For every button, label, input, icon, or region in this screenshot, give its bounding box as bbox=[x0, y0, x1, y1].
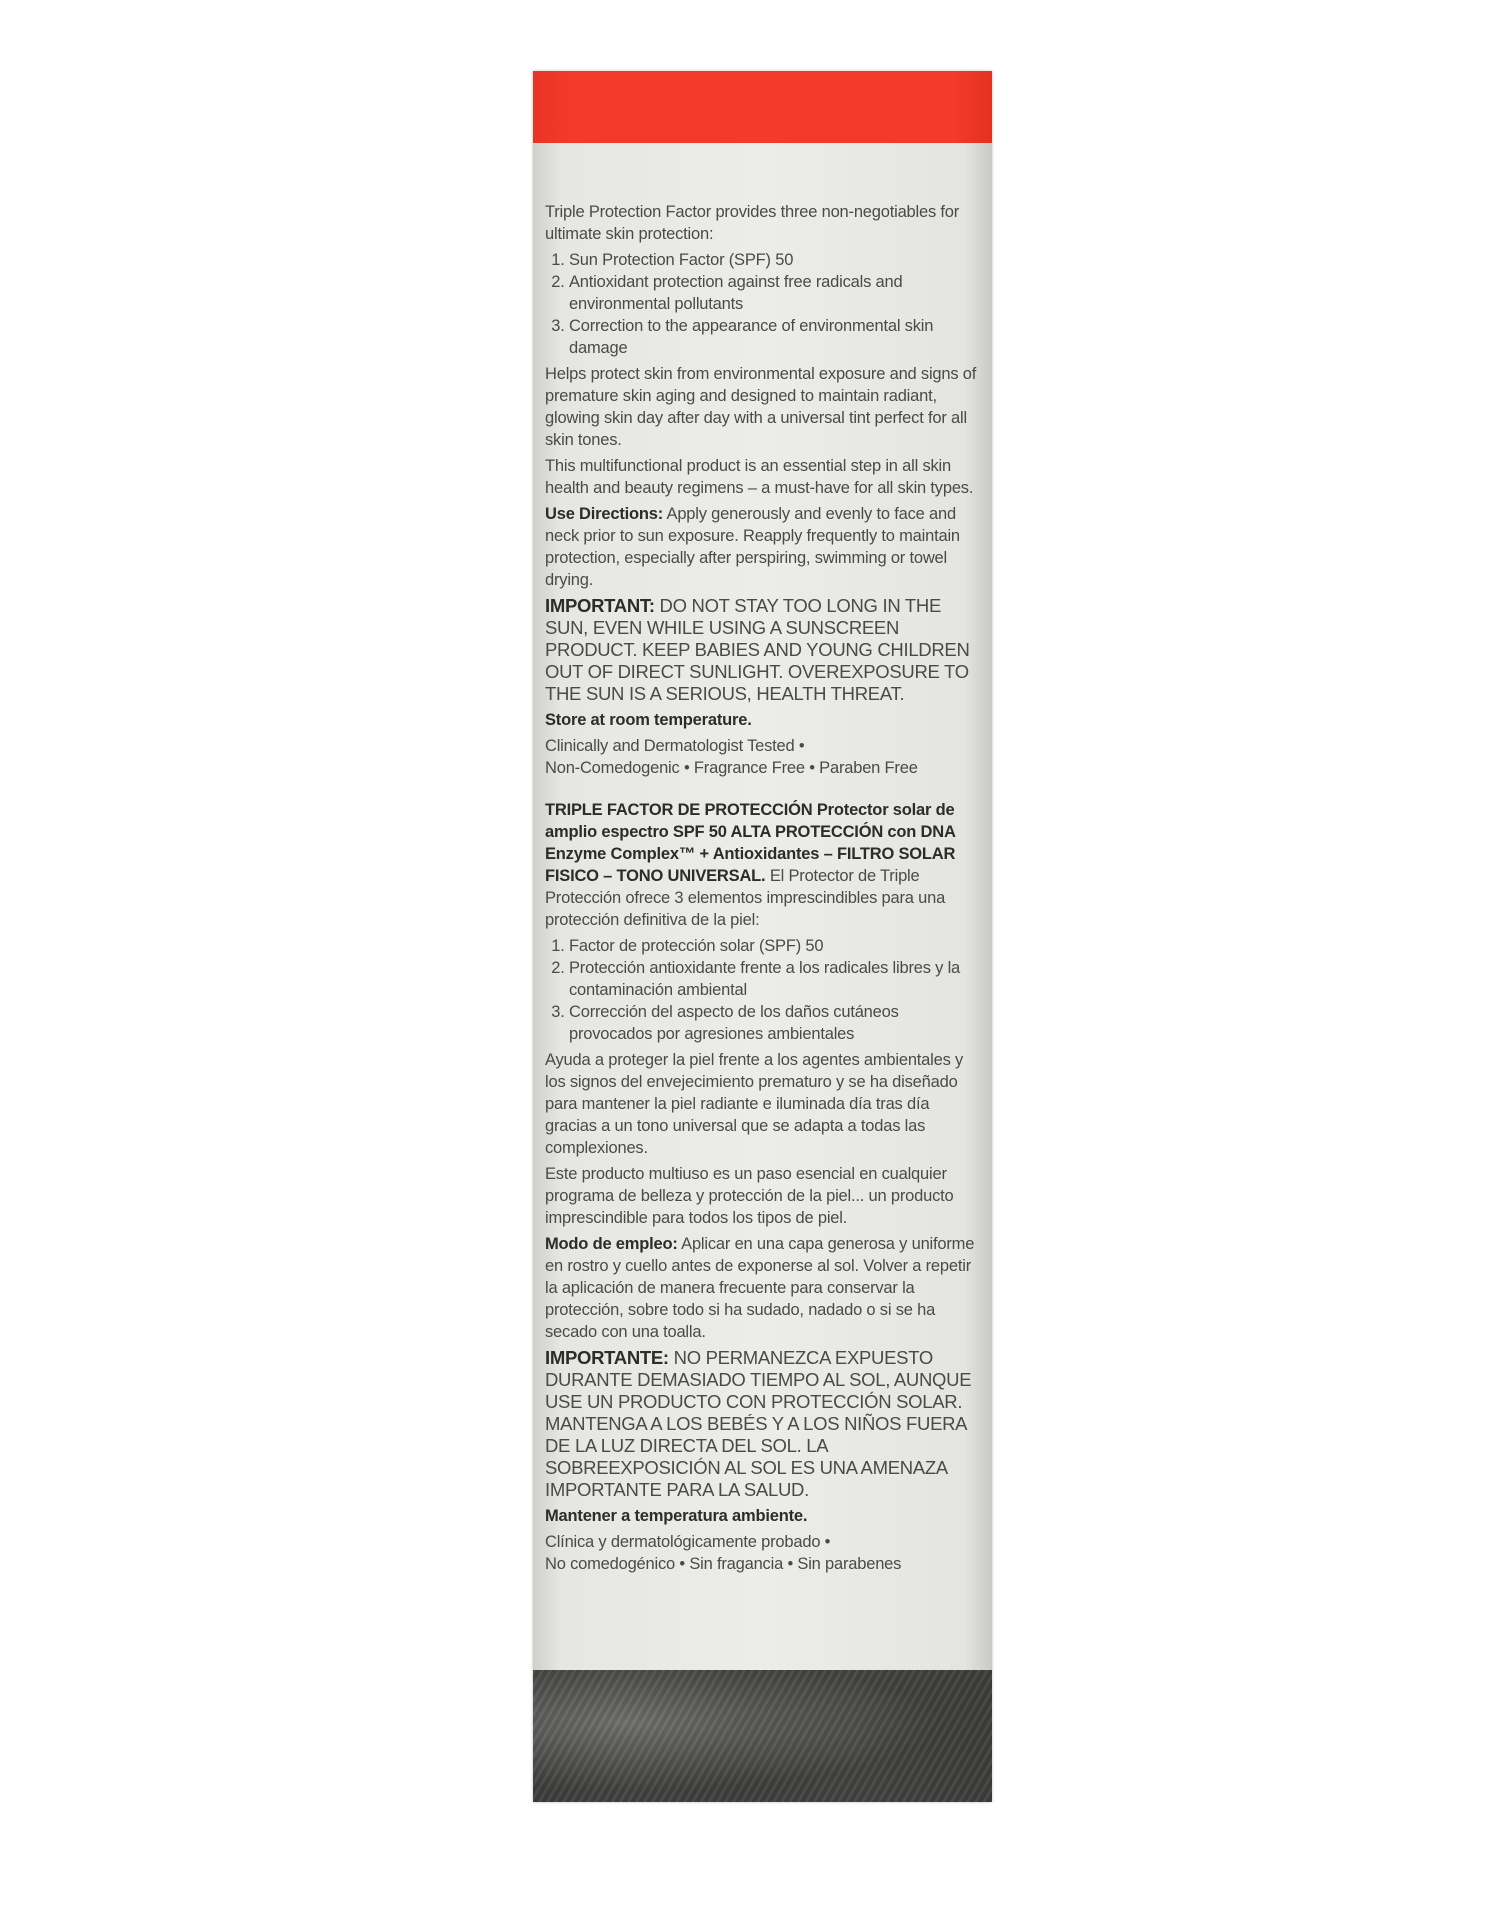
es-heading bbox=[545, 799, 985, 931]
en-protection-list bbox=[545, 249, 985, 359]
es-storage: Mantener a temperatura ambiente. bbox=[545, 1507, 808, 1525]
en-list-item: 1. Sun Protection Factor (SPF) 50 bbox=[569, 249, 985, 271]
en-paragraph-1: Helps protect skin from environmental exposure and signs of premature skin aging and designed to maintain radiant, glowing skin day after day with a universal tint perfect for all skin tones. bbox=[545, 365, 977, 449]
es-protection-list bbox=[545, 935, 985, 1045]
es-list-item: 3. Corrección del aspecto de los daños cutáneos provocados por agresiones ambientales bbox=[569, 1001, 985, 1045]
en-intro: Triple Protection Factor provides three non-negotiables for ultimate skin protection: bbox=[545, 203, 960, 243]
en-claims bbox=[545, 735, 985, 779]
es-claims bbox=[545, 1531, 985, 1575]
top-red-band bbox=[533, 71, 992, 143]
section-gap bbox=[545, 783, 985, 799]
en-directions-text: Apply generously and evenly to face and neck prior to sun exposure. Reapply frequently to maintain protection, especially after perspiring, swimming or towel drying. bbox=[545, 505, 960, 589]
en-storage: Store at room temperature. bbox=[545, 711, 752, 729]
es-list-item: 2. Protección antioxidante frente a los radicales libres y la contaminación ambiental bbox=[569, 957, 985, 1001]
en-important-text: DO NOT STAY TOO LONG IN THE SUN, EVEN WHILE USING A SUNSCREEN PRODUCT. KEEP BABIES AND YOUNG CHILDREN OUT OF DIRECT SUNLIGHT. OVEREXPOSURE TO THE SUN IS A SERIOUS, HEALTH THREAT. bbox=[545, 595, 970, 704]
en-list-item: 3. Correction to the appearance of environmental skin damage bbox=[569, 315, 985, 359]
en-directions-label: Use Directions: bbox=[545, 505, 664, 523]
en-claims-line-2: Non-Comedogenic • Fragrance Free • Paraben Free bbox=[545, 759, 918, 777]
es-important bbox=[545, 1347, 985, 1501]
es-claims-line-1: Clínica y dermatológicamente probado • bbox=[545, 1533, 831, 1551]
en-paragraph-2: This multifunctional product is an essential step in all skin health and beauty regimens – a must-have for all skin types. bbox=[545, 457, 974, 497]
es-paragraph-2: Este producto multiuso es un paso esencial en cualquier programa de belleza y protección de la piel... un producto imprescindible para todos los tipos de piel. bbox=[545, 1165, 954, 1227]
es-directions bbox=[545, 1233, 985, 1343]
label-text-block bbox=[545, 201, 985, 1579]
es-paragraph-1: Ayuda a proteger la piel frente a los agentes ambientales y los signos del envejecimiento prematuro y se ha diseñado para mantener la piel radiante e iluminada día tras día gracias a un tono universal que se adapta a todas las complexiones. bbox=[545, 1051, 964, 1157]
es-directions-text: Aplicar en una capa generosa y uniforme en rostro y cuello antes de exponerse al sol. Volver a repetir la aplicación de manera frecuente para conservar la protección, sobre todo si ha sudado, nadado o si se ha secado con una toalla. bbox=[545, 1235, 975, 1341]
en-important-label: IMPORTANT: bbox=[545, 595, 655, 616]
es-heading-bold: TRIPLE FACTOR DE PROTECCIÓN Protector solar de amplio espectro SPF 50 ALTA PROTECCIÓN con DNA Enzyme Complex™ + Antioxidantes – FILTRO SOLAR FISICO – TONO UNIVERSAL. bbox=[545, 801, 956, 885]
en-claims-line-1: Clinically and Dermatologist Tested • bbox=[545, 737, 805, 755]
en-list-item: 2. Antioxidant protection against free radicals and environmental pollutants bbox=[569, 271, 985, 315]
es-important-text: NO PERMANEZCA EXPUESTO DURANTE DEMASIADO TIEMPO AL SOL, AUNQUE USE UN PRODUCTO CON PROTECCIÓN SOLAR. MANTENGA A LOS BEBÉS Y A LOS NIÑOS FUERA DE LA LUZ DIRECTA DEL SOL. LA SOBREEXPOSICIÓN AL SOL ES UNA AMENAZA IMPORTANTE PARA LA SALUD. bbox=[545, 1347, 972, 1500]
es-directions-label: Modo de empleo: bbox=[545, 1235, 678, 1253]
es-list-item: 1. Factor de protección solar (SPF) 50 bbox=[569, 935, 985, 957]
es-claims-line-2: No comedogénico • Sin fragancia • Sin parabenes bbox=[545, 1555, 902, 1573]
bottom-textured-band bbox=[533, 1670, 992, 1802]
en-important bbox=[545, 595, 985, 705]
es-important-label: IMPORTANTE: bbox=[545, 1347, 669, 1368]
product-box-side-panel bbox=[533, 71, 992, 1802]
en-directions bbox=[545, 503, 985, 591]
es-heading-text: El Protector de Triple Protección ofrece 3 elementos imprescindibles para una protección definitiva de la piel: bbox=[545, 867, 946, 929]
